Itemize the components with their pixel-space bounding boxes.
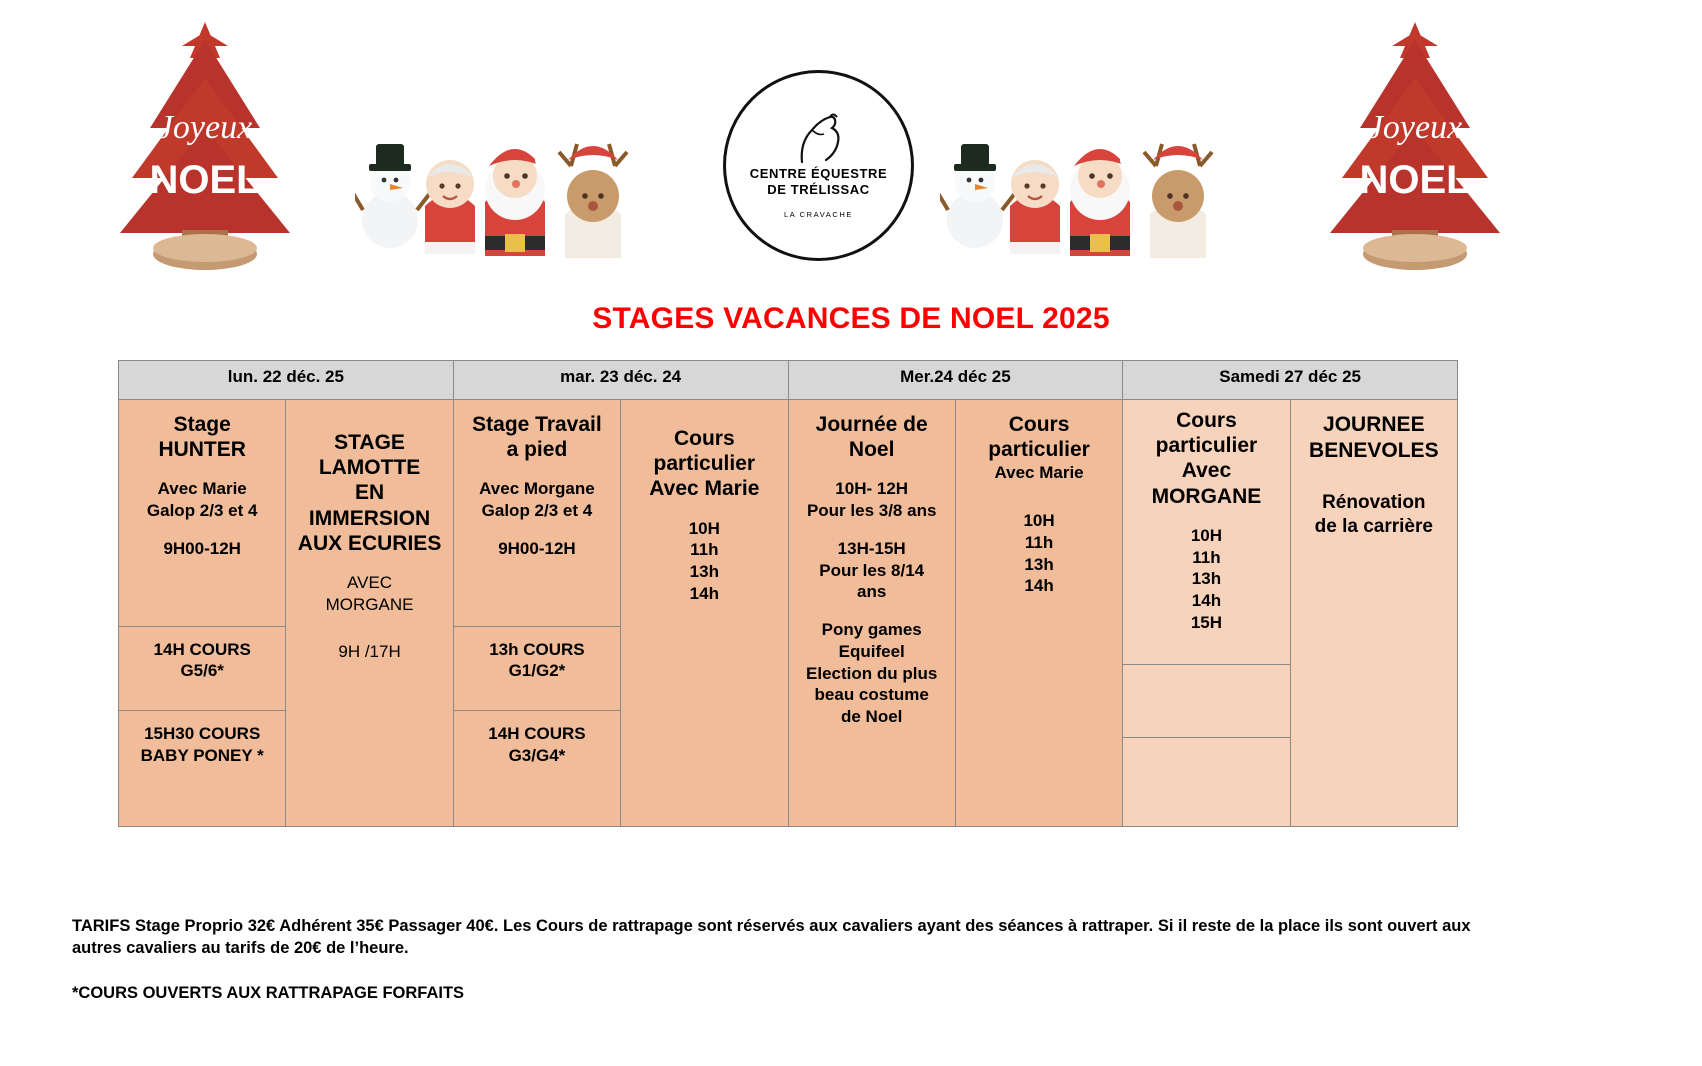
travail-level: Galop 2/3 et 4 bbox=[481, 501, 593, 521]
cours-14h-g3g4-groups: G3/G4* bbox=[508, 745, 566, 765]
cours-part-22-time-2: 11h bbox=[690, 540, 719, 560]
cell-cours-particulier-marie-22 bbox=[621, 400, 788, 827]
cours-part-22-title-2: particulier bbox=[653, 452, 756, 476]
cours-part-22-instructor: Avec Marie bbox=[649, 477, 760, 501]
cours-15h30-label: 15H30 COURS bbox=[144, 724, 261, 744]
cours-part-22-time-3: 13h bbox=[689, 562, 719, 582]
cours-13h-groups: G1/G2* bbox=[508, 661, 566, 681]
horse-head-icon bbox=[790, 112, 848, 164]
cours-morgane-time-3: 13h bbox=[1191, 569, 1222, 589]
journee-noel-title-1: Journée de bbox=[815, 413, 928, 436]
svg-text:Joyeux: Joyeux bbox=[1367, 109, 1463, 146]
journee-noel-slot2-ages-2: ans bbox=[857, 582, 887, 602]
table-header-row bbox=[119, 361, 1458, 400]
cell-15h30-baby-poney bbox=[119, 711, 285, 825]
cours-morgane-time-4: 14h bbox=[1191, 591, 1222, 610]
cell-stage-hunter-group bbox=[119, 400, 286, 827]
cours-morgane-time-1: 10H bbox=[1190, 525, 1223, 545]
cours-part-24-title-2: particulier bbox=[988, 438, 1090, 462]
cours-morgane-time-2: 11h bbox=[1192, 547, 1221, 567]
travail-time: 9H00-12H bbox=[498, 538, 576, 558]
lamotte-time: 9H /17H bbox=[338, 642, 401, 662]
cours-morgane-time-5: 15H bbox=[1190, 612, 1223, 632]
journee-noel-slot2-ages-1: Pour les 8/14 bbox=[819, 560, 925, 580]
header-day-3: Mer.24 déc 25 bbox=[788, 361, 1123, 400]
christmas-characters-left bbox=[355, 110, 655, 270]
cours-part-24-time-4: 14h bbox=[1024, 576, 1054, 596]
lamotte-instructor: MORGANE bbox=[325, 594, 414, 614]
cours-part-22-title-1: Cours bbox=[673, 427, 735, 450]
cours-part-24-time-3: 13h bbox=[1024, 554, 1054, 574]
cell-empty-morgane-2 bbox=[1123, 738, 1289, 826]
cell-stage-travail-a-pied bbox=[454, 400, 620, 627]
cell-empty-morgane-1 bbox=[1123, 665, 1289, 738]
cell-stage-lamotte bbox=[286, 400, 453, 827]
journee-noel-slot1-ages: Pour les 3/8 ans bbox=[806, 501, 937, 521]
decorative-header bbox=[0, 0, 1702, 290]
benevoles-title-1: JOURNEE bbox=[1323, 413, 1425, 436]
benevoles-title-2: BENEVOLES bbox=[1309, 439, 1439, 463]
header-day-1: lun. 22 déc. 25 bbox=[119, 361, 454, 400]
cours-14h-label: 14H COURS bbox=[153, 639, 251, 659]
travail-instructor: Avec Morgane bbox=[479, 479, 595, 499]
cours-morgane-title-1: Cours bbox=[1176, 409, 1237, 432]
cell-journee-de-noel bbox=[788, 400, 955, 827]
footer-notes bbox=[72, 915, 1492, 1004]
cours-14h-groups: G5/6* bbox=[180, 661, 224, 681]
benevoles-desc-1: Rénovation bbox=[1322, 491, 1426, 513]
stage-hunter-title-1: Stage bbox=[173, 413, 231, 436]
svg-text:NOEL: NOEL bbox=[149, 158, 261, 202]
journee-noel-activity-3: Election du plus bbox=[806, 663, 938, 683]
christmas-characters-right bbox=[940, 110, 1240, 270]
lamotte-avec: AVEC bbox=[347, 572, 393, 592]
header-day-2: mar. 23 déc. 24 bbox=[453, 361, 788, 400]
travail-title-1: Stage Travail bbox=[472, 413, 602, 436]
svg-text:NOEL: NOEL bbox=[1359, 158, 1471, 202]
cell-13h-cours-g1g2 bbox=[454, 627, 620, 712]
cours-14h-g3g4-label: 14H COURS bbox=[488, 724, 586, 744]
benevoles-desc-2: de la carrière bbox=[1314, 515, 1433, 537]
rattrapage-note: *COURS OUVERTS AUX RATTRAPAGE FORFAITS bbox=[72, 983, 465, 1002]
cell-cours-particulier-morgane-group bbox=[1123, 400, 1290, 827]
stage-hunter-level: Galop 2/3 et 4 bbox=[146, 501, 258, 521]
centre-equestre-logo bbox=[723, 70, 914, 261]
lamotte-title-2: LAMOTTE bbox=[318, 456, 421, 480]
planning-table bbox=[118, 360, 1458, 827]
cours-part-24-instructor: Avec Marie bbox=[994, 463, 1084, 483]
cell-cours-particulier-marie-24 bbox=[955, 400, 1122, 827]
cours-part-24-time-2: 11h bbox=[1024, 532, 1054, 552]
cours-part-22-time-1: 10H bbox=[688, 518, 720, 538]
cours-15h30-groups: BABY PONEY * bbox=[140, 745, 264, 765]
cell-stage-travail-group bbox=[453, 400, 620, 827]
logo-name-bottom: DE TRÉLISSAC bbox=[767, 182, 870, 197]
cell-14h-cours-g56 bbox=[119, 627, 285, 712]
cours-part-24-time-1: 10H bbox=[1023, 511, 1055, 531]
cell-14h-cours-g3g4 bbox=[454, 711, 620, 825]
journee-noel-activity-4: beau costume bbox=[814, 685, 929, 705]
cell-stage-hunter bbox=[119, 400, 285, 627]
cell-journee-benevoles bbox=[1290, 400, 1457, 827]
lamotte-title-3: EN bbox=[354, 481, 385, 505]
logo-subtitle: LA CRAVACHE bbox=[783, 210, 853, 220]
lamotte-title-1: STAGE bbox=[334, 431, 405, 454]
page-title: STAGES VACANCES DE NOEL 2025 bbox=[592, 302, 1110, 335]
journee-noel-slot1-time: 10H- 12H bbox=[835, 479, 909, 499]
journee-noel-activity-1: Pony games bbox=[821, 620, 922, 640]
cours-part-24-title-1: Cours bbox=[1008, 413, 1070, 436]
christmas-tree-left-decoration bbox=[110, 18, 300, 278]
lamotte-title-4: IMMERSION bbox=[308, 506, 431, 530]
planning-table-wrapper bbox=[118, 360, 1458, 827]
stage-hunter-title-2: HUNTER bbox=[158, 438, 246, 462]
cours-part-22-time-4: 14h bbox=[689, 583, 719, 603]
tarifs-note: TARIFS Stage Proprio 32€ Adhérent 35€ Passager 40€. Les Cours de rattrapage sont réservés aux cavaliers ayant des séances à rattraper. Si il reste de la place ils sont ouvert aux autres cavaliers au tarifs de 20€ de l’heure. bbox=[72, 917, 1471, 958]
journee-noel-slot2-time: 13H-15H bbox=[837, 538, 906, 558]
table-row bbox=[119, 400, 1458, 827]
cours-morgane-title-2: particulier bbox=[1155, 434, 1258, 458]
cours-13h-label: 13h COURS bbox=[489, 639, 585, 659]
cours-morgane-instructor: Avec MORGANE bbox=[1151, 459, 1262, 508]
stage-hunter-instructor: Avec Marie bbox=[157, 479, 247, 499]
stage-hunter-time: 9H00-12H bbox=[163, 538, 241, 558]
lamotte-title-5: AUX ECURIES bbox=[297, 531, 442, 555]
journee-noel-title-2: Noel bbox=[848, 438, 895, 462]
journee-noel-activity-2: Equifeel bbox=[838, 641, 905, 661]
journee-noel-activity-5: de Noel bbox=[840, 707, 903, 727]
christmas-tree-right-decoration bbox=[1320, 18, 1510, 278]
svg-text:Joyeux: Joyeux bbox=[157, 109, 253, 146]
cell-cours-particulier-morgane bbox=[1123, 400, 1289, 665]
logo-name-top: CENTRE ÉQUESTRE bbox=[749, 165, 888, 181]
header-day-4: Samedi 27 déc 25 bbox=[1123, 361, 1458, 400]
travail-title-2: a pied bbox=[506, 438, 568, 462]
